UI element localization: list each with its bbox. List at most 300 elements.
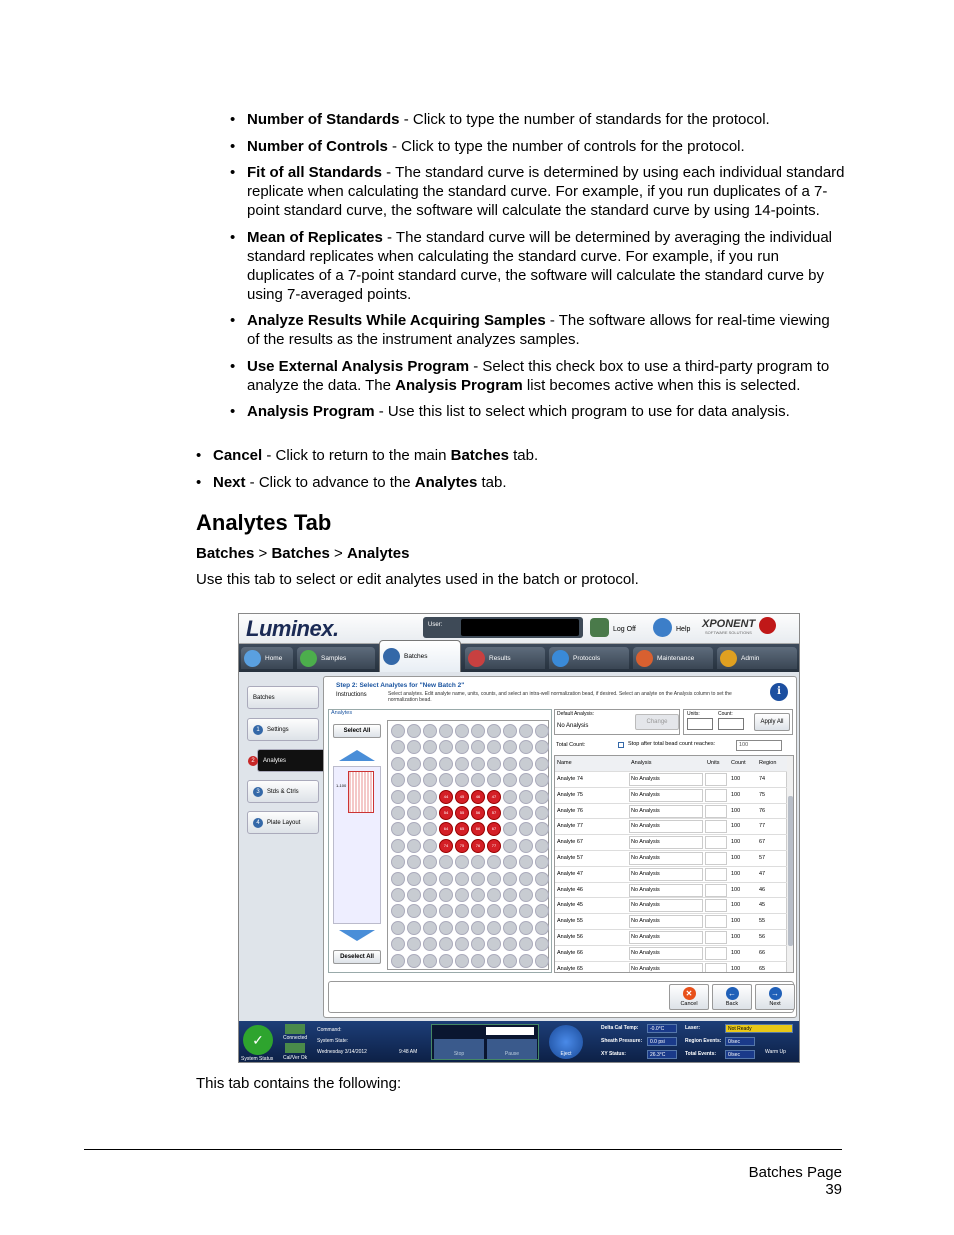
table-scrollbar[interactable]: [786, 756, 793, 973]
bead[interactable]: [423, 822, 437, 836]
tab-batches[interactable]: Batches: [379, 640, 461, 672]
bead[interactable]: [535, 790, 549, 804]
bead[interactable]: [407, 839, 421, 853]
bead[interactable]: [487, 904, 501, 918]
bead[interactable]: [487, 855, 501, 869]
list-item: [230, 137, 845, 156]
admin-icon: [720, 650, 737, 667]
scroll-up-arrow-icon[interactable]: [339, 750, 375, 761]
units-cell[interactable]: [705, 773, 727, 786]
column-header[interactable]: Region: [759, 760, 777, 766]
bead[interactable]: [439, 921, 453, 935]
bead-selected[interactable]: 75: [455, 839, 469, 853]
bead[interactable]: [423, 740, 437, 754]
sidebar-item-batches[interactable]: Batches: [247, 686, 319, 709]
bead[interactable]: [439, 904, 453, 918]
bead[interactable]: [439, 773, 453, 787]
table-header: [555, 756, 787, 772]
sidebar-item-stds-ctrls[interactable]: 3 Stds & Ctrls: [247, 780, 319, 803]
top-bar: Luminex. User: Log Off Help XPONENT SOFTWARE SOLUTIONS: [239, 614, 800, 644]
bead[interactable]: [391, 937, 405, 951]
bead[interactable]: [391, 724, 405, 738]
bead[interactable]: [391, 872, 405, 886]
table-cell: Analyte 55: [557, 918, 583, 925]
results-icon: [468, 650, 485, 667]
bead[interactable]: [535, 806, 549, 820]
bead[interactable]: [487, 757, 501, 771]
log-off-icon[interactable]: [590, 618, 609, 637]
calver-icon: [285, 1043, 305, 1053]
bead[interactable]: [391, 740, 405, 754]
bead[interactable]: [503, 773, 517, 787]
bead[interactable]: [535, 872, 549, 886]
bead[interactable]: [439, 888, 453, 902]
units-cell[interactable]: [705, 836, 727, 849]
bead[interactable]: [471, 773, 485, 787]
bead[interactable]: [439, 954, 453, 968]
table-cell: No Analysis: [631, 886, 660, 893]
bead[interactable]: [455, 888, 469, 902]
bead[interactable]: [519, 954, 533, 968]
units-input[interactable]: [687, 718, 713, 730]
bead[interactable]: [503, 822, 517, 836]
list-item-text: Use External Analysis Program - Select this check box to use a third-party program to analyze the data. The Analysis Program list becomes active when this is selected.: [247, 357, 830, 394]
bead[interactable]: [503, 888, 517, 902]
bead[interactable]: [407, 888, 421, 902]
bead[interactable]: [519, 790, 533, 804]
table-cell: Analyte 66: [557, 949, 583, 956]
table-row[interactable]: [555, 898, 787, 914]
list-item-text: Analyze Results While Acquiring Samples - The software allows for real-time viewing of the results as the instrument analyzes samples.: [247, 312, 830, 348]
bullet-icon: •: [230, 403, 236, 420]
bead[interactable]: [423, 724, 437, 738]
bead[interactable]: [519, 773, 533, 787]
bead[interactable]: [423, 954, 437, 968]
bead[interactable]: [487, 724, 501, 738]
bead[interactable]: [455, 724, 469, 738]
bead[interactable]: [391, 904, 405, 918]
table-row[interactable]: [555, 962, 787, 973]
bead[interactable]: [519, 724, 533, 738]
log-off-button[interactable]: Log Off: [613, 626, 636, 633]
cancel-icon: ✕: [683, 987, 696, 1000]
units-cell[interactable]: [705, 899, 727, 912]
table-row[interactable]: [555, 804, 787, 820]
table-cell: 100: [731, 807, 741, 814]
bead[interactable]: [519, 937, 533, 951]
units-cell[interactable]: [705, 947, 727, 960]
bead[interactable]: [519, 757, 533, 771]
table-cell: 100: [731, 870, 741, 877]
column-header[interactable]: Units: [707, 760, 720, 766]
bead[interactable]: [471, 872, 485, 886]
table-cell: Analyte 46: [557, 886, 583, 893]
bead[interactable]: [519, 740, 533, 754]
list-item-text: Fit of all Standards - The standard curve is determined by using each individual standard replicate when calculating the standard curve. For example, if you run duplicates of a 7-point standard curve, the software will calculate the standard curve by using 14-points.: [247, 164, 845, 219]
tab-maintenance[interactable]: Maintenance: [633, 647, 713, 669]
bead[interactable]: [407, 937, 421, 951]
bead[interactable]: [391, 757, 405, 771]
bead[interactable]: [423, 888, 437, 902]
column-header[interactable]: Analysis: [631, 760, 652, 766]
table-cell: 65: [759, 965, 766, 972]
bead[interactable]: [535, 724, 549, 738]
tab-results[interactable]: Results: [465, 647, 545, 669]
bead[interactable]: [455, 937, 469, 951]
bead[interactable]: [471, 937, 485, 951]
table-cell: 100: [731, 965, 741, 972]
bead[interactable]: [487, 937, 501, 951]
bead[interactable]: [407, 724, 421, 738]
bead[interactable]: [391, 954, 405, 968]
list-item-text: Number of Controls - Click to type the number of controls for the protocol.: [247, 137, 745, 155]
bead[interactable]: [535, 904, 549, 918]
sidebar-item-settings[interactable]: 1 Settings: [247, 718, 319, 741]
bead[interactable]: [471, 724, 485, 738]
bead[interactable]: [503, 806, 517, 820]
bead[interactable]: [535, 888, 549, 902]
list-item: [230, 311, 845, 349]
step-title: Step 2: Select Analytes for "New Batch 2": [336, 682, 465, 689]
status-bar: ✓ System Status Connected Cal/Ver Ok Command: System State: Wednesday 3/14/2012 9:48 AM Stop Pause Eject Delta Cal Temp: -0.0°C Sheath Pressure: 0.0 psi XY Status: 26.3°C Laser: Not Ready Region Events: 0/sec Total Events: 0/sec Warm Up: [239, 1021, 800, 1063]
bead[interactable]: [407, 822, 421, 836]
analyte-details: [554, 709, 794, 973]
bead[interactable]: [407, 904, 421, 918]
user-field[interactable]: [461, 619, 579, 636]
scroll-down-arrow-icon[interactable]: [339, 930, 375, 941]
bead[interactable]: [423, 790, 437, 804]
bead[interactable]: [439, 757, 453, 771]
default-analysis-value[interactable]: No Analysis: [557, 723, 589, 729]
table-cell: No Analysis: [631, 823, 660, 830]
table-cell: 46: [759, 886, 766, 893]
bead[interactable]: [503, 872, 517, 886]
batches-icon: [383, 648, 400, 665]
sidebar-item-analytes[interactable]: 2 Analytes: [257, 749, 329, 772]
bead-selected[interactable]: 45: [455, 790, 469, 804]
bead-selected[interactable]: 47: [487, 790, 501, 804]
bead[interactable]: [519, 872, 533, 886]
command-info: Command: System State: Wednesday 3/14/2012 9:48 AM: [317, 1027, 418, 1055]
table-row[interactable]: [555, 867, 787, 883]
bead[interactable]: [423, 773, 437, 787]
bead[interactable]: [487, 740, 501, 754]
list-item: [196, 473, 836, 492]
bead[interactable]: [439, 740, 453, 754]
table-row[interactable]: [555, 851, 787, 867]
bead[interactable]: [423, 855, 437, 869]
bead[interactable]: [503, 921, 517, 935]
system-status-icon[interactable]: ✓: [243, 1025, 273, 1055]
analytes-panel: Analytes Select All 1-100 Deselect All 44 45 46 47 54 55 56 57 64 65 66 67 74 75 76 77: [328, 709, 552, 973]
table-cell: Analyte 65: [557, 965, 583, 972]
bead[interactable]: [391, 790, 405, 804]
bead-selected[interactable]: 64: [439, 822, 453, 836]
table-row[interactable]: [555, 835, 787, 851]
table-cell: 100: [731, 791, 741, 798]
default-analysis-box: Default Analysis: No Analysis Change: [554, 709, 680, 735]
bead[interactable]: [503, 790, 517, 804]
units-cell[interactable]: [705, 805, 727, 818]
record-icon: [759, 617, 776, 634]
bead-selected[interactable]: 66: [471, 822, 485, 836]
list-item-text: Next - Click to advance to the Analytes tab.: [213, 473, 507, 491]
bead[interactable]: [407, 773, 421, 787]
table-cell: No Analysis: [631, 934, 660, 940]
table-cell: 76: [759, 807, 766, 814]
table-cell: 100: [731, 886, 741, 893]
bead[interactable]: [487, 872, 501, 886]
stop-button[interactable]: Stop: [434, 1039, 484, 1059]
bullet-icon: •: [230, 164, 236, 181]
table-cell: 100: [731, 949, 741, 956]
bead[interactable]: [455, 757, 469, 771]
bead-map-scroller[interactable]: 1-100: [333, 766, 381, 924]
bead[interactable]: [503, 937, 517, 951]
stop-after-checkbox[interactable]: [618, 742, 624, 748]
units-cell[interactable]: [705, 931, 727, 944]
table-cell: Analyte 67: [557, 839, 583, 846]
bead[interactable]: [471, 921, 485, 935]
bead[interactable]: [519, 822, 533, 836]
column-header[interactable]: Count: [731, 760, 746, 766]
bead[interactable]: [391, 839, 405, 853]
units-count-box: Units: Count: Apply All: [683, 709, 793, 735]
tab-admin[interactable]: Admin: [717, 647, 797, 669]
bead[interactable]: [519, 888, 533, 902]
footer-rule: [84, 1149, 842, 1150]
xponent-logo: XPONENT: [702, 618, 756, 630]
bead[interactable]: [535, 757, 549, 771]
table-row[interactable]: [555, 772, 787, 788]
bead[interactable]: [455, 740, 469, 754]
bead[interactable]: [423, 921, 437, 935]
bead[interactable]: [423, 839, 437, 853]
protocols-icon: [552, 650, 569, 667]
select-all-button[interactable]: Select All: [333, 724, 381, 738]
bead[interactable]: [391, 921, 405, 935]
table-cell: No Analysis: [631, 807, 660, 814]
total-count-input[interactable]: 100: [736, 740, 782, 751]
table-row[interactable]: [555, 819, 787, 835]
bead[interactable]: [455, 904, 469, 918]
bead[interactable]: [407, 872, 421, 886]
bead-selected[interactable]: 44: [439, 790, 453, 804]
bead[interactable]: [519, 921, 533, 935]
table-row[interactable]: [555, 883, 787, 899]
bead[interactable]: [519, 904, 533, 918]
change-button[interactable]: Change: [635, 714, 679, 730]
bead[interactable]: [471, 757, 485, 771]
units-cell[interactable]: [705, 852, 727, 865]
tab-samples[interactable]: Samples: [297, 647, 375, 669]
bead[interactable]: [535, 954, 549, 968]
bead[interactable]: [471, 888, 485, 902]
pause-button[interactable]: Pause: [487, 1039, 537, 1059]
table-cell: No Analysis: [631, 855, 660, 861]
bead-selected[interactable]: 65: [455, 822, 469, 836]
table-cell: 47: [759, 870, 766, 877]
table-cell: No Analysis: [631, 949, 660, 956]
warm-up-button[interactable]: Warm Up: [765, 1049, 786, 1055]
table-cell: Analyte 47: [557, 870, 583, 877]
list-item-text: Number of Standards - Click to type the number of standards for the protocol.: [247, 111, 770, 128]
tab-protocols[interactable]: Protocols: [549, 647, 629, 669]
bead[interactable]: [455, 954, 469, 968]
table-cell: Analyte 74: [557, 776, 583, 782]
bead[interactable]: [535, 822, 549, 836]
table-cell: 74: [759, 776, 766, 782]
bead[interactable]: [391, 773, 405, 787]
table-cell: No Analysis: [631, 965, 660, 972]
bead[interactable]: [391, 855, 405, 869]
bead[interactable]: [519, 839, 533, 853]
units-cell[interactable]: [705, 820, 727, 833]
units-cell[interactable]: [705, 789, 727, 802]
table-cell: 56: [759, 934, 766, 940]
help-button[interactable]: Help: [676, 626, 691, 633]
bead[interactable]: [391, 822, 405, 836]
table-cell: Analyte 56: [557, 934, 583, 940]
bead[interactable]: [391, 888, 405, 902]
table-cell: 100: [731, 823, 741, 830]
units-cell[interactable]: [705, 963, 727, 973]
bead[interactable]: [423, 904, 437, 918]
list-item: [230, 163, 845, 220]
cancel-button[interactable]: ✕ Cancel: [669, 984, 709, 1010]
bead[interactable]: [487, 954, 501, 968]
bullet-icon: •: [196, 447, 202, 464]
bead[interactable]: [535, 855, 549, 869]
sidebar-item-plate-layout[interactable]: 4 Plate Layout: [247, 811, 319, 834]
bead[interactable]: [535, 839, 549, 853]
bead-selected[interactable]: 67: [487, 822, 501, 836]
bead[interactable]: [487, 888, 501, 902]
bead[interactable]: [391, 806, 405, 820]
bead[interactable]: [471, 904, 485, 918]
deselect-all-button[interactable]: Deselect All: [333, 950, 381, 964]
table-cell: 100: [731, 776, 741, 782]
table-cell: Analyte 45: [557, 902, 583, 909]
table-cell: No Analysis: [631, 839, 660, 846]
eject-button[interactable]: Eject: [549, 1025, 583, 1059]
apply-all-button[interactable]: Apply All: [754, 713, 790, 731]
bead[interactable]: [487, 773, 501, 787]
step-sidebar: [243, 676, 321, 1018]
table-row[interactable]: [555, 930, 787, 946]
units-cell[interactable]: [705, 868, 727, 881]
next-arrow-icon: →: [769, 987, 782, 1000]
bead-selected[interactable]: 76: [471, 839, 485, 853]
tab-home[interactable]: Home: [241, 647, 293, 669]
bead[interactable]: [503, 757, 517, 771]
bead[interactable]: [535, 937, 549, 951]
bead[interactable]: [407, 954, 421, 968]
info-icon[interactable]: i: [770, 683, 788, 701]
bead[interactable]: [423, 806, 437, 820]
breadcrumb: Batches > Batches > Analytes: [196, 545, 410, 562]
list-item: [230, 357, 845, 395]
bead-selected[interactable]: 46: [471, 790, 485, 804]
table-cell: No Analysis: [631, 776, 660, 782]
bead-selected[interactable]: 57: [487, 806, 501, 820]
bead[interactable]: [503, 904, 517, 918]
scrollbar-thumb[interactable]: [788, 796, 793, 946]
bead[interactable]: [407, 855, 421, 869]
table-row[interactable]: [555, 946, 787, 962]
bead[interactable]: [407, 757, 421, 771]
bead[interactable]: [503, 855, 517, 869]
help-icon[interactable]: [653, 618, 672, 637]
table-cell: Analyte 76: [557, 807, 583, 814]
bead[interactable]: [439, 937, 453, 951]
bead[interactable]: [455, 872, 469, 886]
table-row[interactable]: [555, 914, 787, 930]
column-header[interactable]: Name: [557, 760, 572, 766]
bead[interactable]: [407, 740, 421, 754]
bead[interactable]: [407, 921, 421, 935]
bead[interactable]: [423, 937, 437, 951]
bead[interactable]: [407, 790, 421, 804]
bead[interactable]: [535, 773, 549, 787]
bead-selected[interactable]: 74: [439, 839, 453, 853]
bead[interactable]: [471, 855, 485, 869]
bead[interactable]: [423, 757, 437, 771]
units-cell[interactable]: [705, 884, 727, 897]
list-item-text: Cancel - Click to return to the main Batches tab.: [213, 447, 539, 464]
bead-selected[interactable]: 56: [471, 806, 485, 820]
table-cell: 100: [731, 855, 741, 861]
bead[interactable]: [471, 954, 485, 968]
list-item: [230, 402, 845, 421]
bead[interactable]: [503, 954, 517, 968]
bead[interactable]: [439, 872, 453, 886]
table-row[interactable]: [555, 788, 787, 804]
bullet-icon: •: [230, 111, 236, 128]
bead[interactable]: [439, 855, 453, 869]
count-input[interactable]: [718, 718, 744, 730]
table-cell: 77: [759, 823, 766, 830]
table-cell: 67: [759, 839, 766, 846]
bead[interactable]: [455, 773, 469, 787]
bead-selected[interactable]: 54: [439, 806, 453, 820]
section-title: Analytes Tab: [196, 510, 332, 535]
bead[interactable]: [439, 724, 453, 738]
back-button[interactable]: ← Back: [712, 984, 752, 1010]
bead[interactable]: [487, 921, 501, 935]
units-cell[interactable]: [705, 915, 727, 928]
bead[interactable]: [423, 872, 437, 886]
bead-selected[interactable]: 77: [487, 839, 501, 853]
bead[interactable]: [455, 921, 469, 935]
next-button[interactable]: → Next: [755, 984, 795, 1010]
bead-selected[interactable]: 55: [455, 806, 469, 820]
bead[interactable]: [471, 740, 485, 754]
bead[interactable]: [535, 921, 549, 935]
bead[interactable]: [503, 839, 517, 853]
bead[interactable]: [503, 740, 517, 754]
bullet-icon: •: [230, 312, 236, 329]
bullet-icon: •: [230, 137, 236, 155]
bead-map-thumbnail[interactable]: [348, 771, 374, 813]
bead[interactable]: [519, 806, 533, 820]
bead[interactable]: [455, 855, 469, 869]
table-cell: 57: [759, 855, 766, 861]
bead[interactable]: [503, 724, 517, 738]
bead[interactable]: [407, 806, 421, 820]
bead[interactable]: [519, 855, 533, 869]
bead[interactable]: [535, 740, 549, 754]
